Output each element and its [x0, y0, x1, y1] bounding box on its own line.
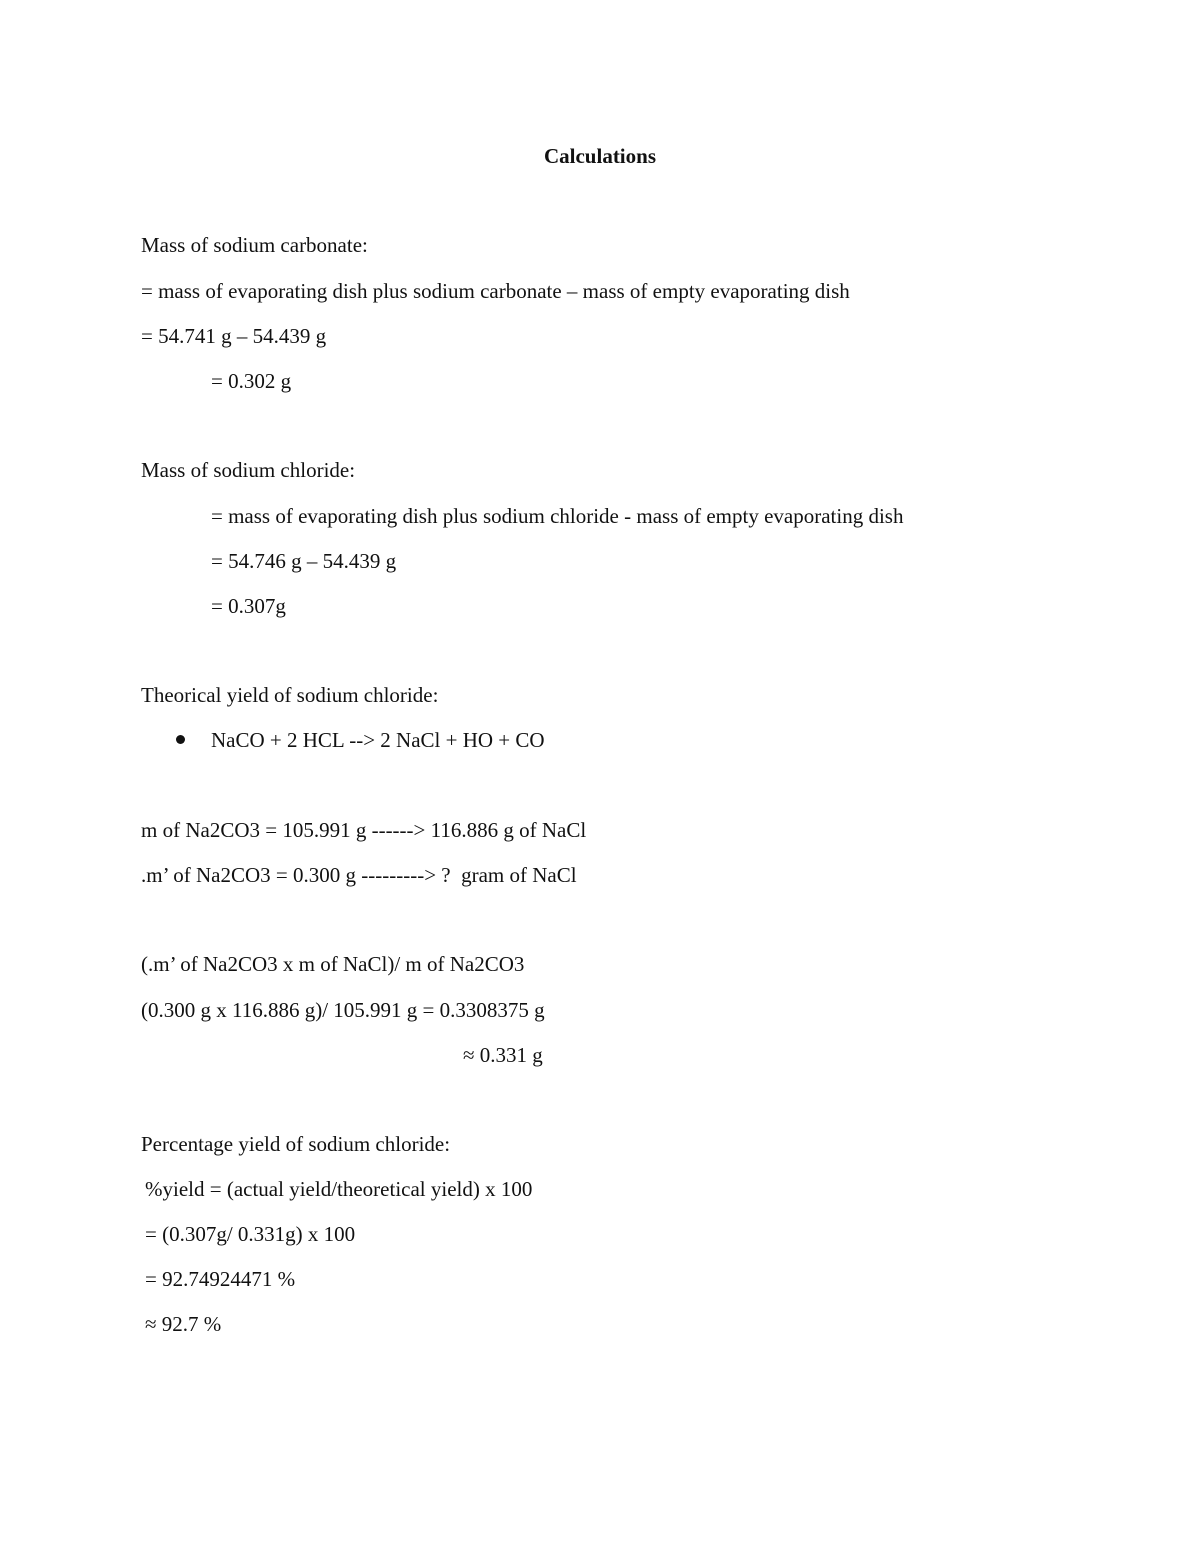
sodium-carbonate-formula: = mass of evaporating dish plus sodium carbonate – mass of empty evaporating dish	[141, 279, 850, 303]
reaction-equation: NaCO + 2 HCL --> 2 NaCl + HO + CO	[211, 728, 545, 752]
percentage-yield-approx: ≈ 92.7 %	[145, 1312, 222, 1336]
sodium-chloride-substitution: = 54.746 g – 54.439 g	[211, 549, 397, 573]
ratio-line-1: m of Na2CO3 = 105.991 g ------> 116.886 g of NaCl	[141, 818, 587, 842]
ratio-line-2: .m’ of Na2CO3 = 0.300 g ---------> ? gram of NaCl	[141, 863, 577, 887]
percentage-yield-heading: Percentage yield of sodium chloride:	[141, 1132, 451, 1156]
percentage-yield-result: = 92.74924471 %	[145, 1267, 296, 1291]
percentage-yield-substitution: = (0.307g/ 0.331g) x 100	[145, 1222, 356, 1246]
page-title: Calculations	[543, 144, 656, 168]
yield-computation: (0.300 g x 116.886 g)/ 105.991 g = 0.3308375 g	[141, 998, 545, 1022]
percentage-yield-formula: %yield = (actual yield/theoretical yield) x 100	[145, 1177, 533, 1201]
sodium-carbonate-heading: Mass of sodium carbonate:	[141, 233, 368, 257]
yield-approx: ≈ 0.331 g	[463, 1043, 543, 1067]
sodium-carbonate-result: = 0.302 g	[211, 369, 292, 393]
sodium-chloride-result: = 0.307g	[211, 594, 286, 618]
sodium-carbonate-substitution: = 54.741 g – 54.439 g	[141, 324, 327, 348]
sodium-chloride-formula: = mass of evaporating dish plus sodium chloride - mass of empty evaporating dish	[211, 504, 904, 528]
theoretical-yield-heading: Theorical yield of sodium chloride:	[141, 683, 439, 707]
sodium-chloride-heading: Mass of sodium chloride:	[141, 458, 356, 482]
yield-expression: (.m’ of Na2CO3 x m of NaCl)/ m of Na2CO3	[141, 952, 525, 976]
bullet-icon	[176, 735, 185, 744]
